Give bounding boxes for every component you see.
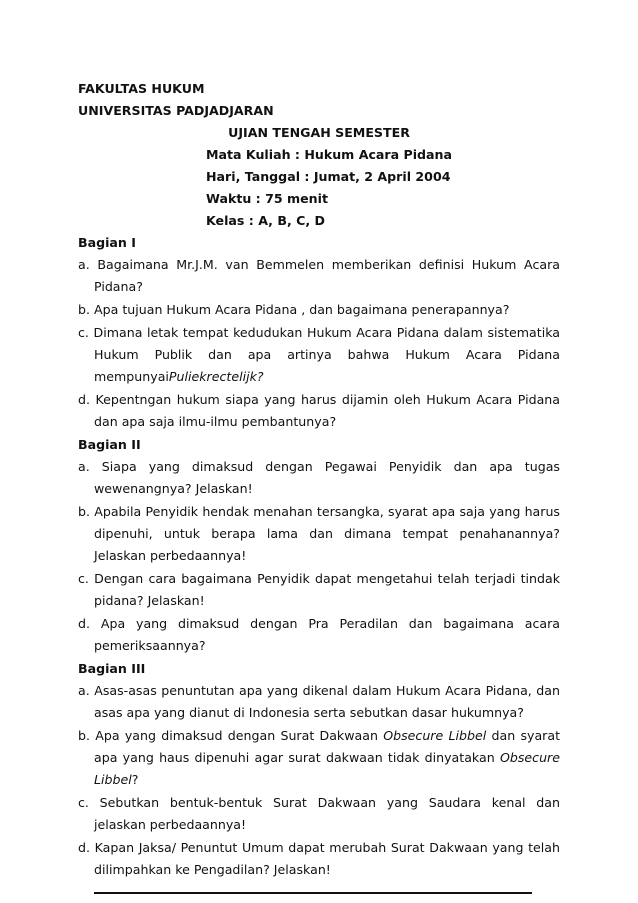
question-1d: d. Kepentngan hukum siapa yang harus dijamin oleh Hukum Acara Pidana dan apa saja ilmu-ilmu pembantunya? <box>78 392 560 429</box>
question-2a: a. Siapa yang dimaksud dengan Pegawai Penyidik dan apa tugas wewenangnya? Jelaskan! <box>78 459 560 496</box>
section-title-1: Bagian I <box>78 235 136 250</box>
question-1c-term: Puliekrectelijk? <box>168 369 264 384</box>
question-3b-term1: Obsecure Libbel <box>383 728 487 743</box>
question-3d: d. Kapan Jaksa/ Penuntut Umum dapat merubah Surat Dakwaan yang telah dilimpahkan ke Pengadilan? Jelaskan! <box>78 840 560 877</box>
question-3b-part2: dan syarat apa yang haus dipenuhi agar surat dakwaan tidak dinyatakan <box>94 728 561 765</box>
section-title-3: Bagian III <box>78 661 146 676</box>
exam-date: Hari, Tanggal : Jumat, 2 April 2004 <box>206 169 451 184</box>
question-1b: b. Apa tujuan Hukum Acara Pidana , dan bagaimana penerapannya? <box>78 302 510 317</box>
question-1a: a. Bagaimana Mr.J.M. van Bemmelen memberikan definisi Hukum Acara Pidana? <box>78 257 560 294</box>
question-1c <box>78 322 560 388</box>
exam-duration: Waktu : 75 menit <box>206 191 328 206</box>
divider-line <box>94 892 532 894</box>
question-3b-part1: b. Apa yang dimaksud dengan Surat Dakwaan <box>78 728 384 743</box>
course-name: Mata Kuliah : Hukum Acara Pidana <box>206 147 453 162</box>
closing-rule <box>78 882 560 902</box>
faculty-name: FAKULTAS HUKUM <box>78 81 205 96</box>
exam-classes: Kelas : A, B, C, D <box>206 213 325 228</box>
question-2b: b. Apabila Penyidik hendak menahan tersangka, syarat apa saja yang harus dipenuhi, untuk berapa lama dan dimana tempat penahanannya? Jelaskan perbedaannya! <box>78 504 560 563</box>
exam-document <box>78 78 560 902</box>
question-3c: c. Sebutkan bentuk-bentuk Surat Dakwaan yang Saudara kenal dan jelaskan perbedaannya! <box>78 795 560 832</box>
question-3b <box>78 725 560 791</box>
section-title-2: Bagian II <box>78 437 141 452</box>
question-3b-end: ? <box>131 772 139 787</box>
exam-title: UJIAN TENGAH SEMESTER <box>228 125 410 140</box>
university-name: UNIVERSITAS PADJADJARAN <box>78 103 274 118</box>
question-3a: a. Asas-asas penuntutan apa yang dikenal dalam Hukum Acara Pidana, dan asas apa yang dianut di Indonesia serta sebutkan dasar hukumnya? <box>78 683 560 720</box>
question-2d: d. Apa yang dimaksud dengan Pra Peradilan dan bagaimana acara pemeriksaannya? <box>78 616 560 653</box>
question-2c: c. Dengan cara bagaimana Penyidik dapat mengetahui telah terjadi tindak pidana? Jelaskan! <box>78 571 560 608</box>
question-1c-text: c. Dimana letak tempat kedudukan Hukum Acara Pidana dalam sistematika Hukum Publik dan apa artinya bahwa Hukum Acara Pidana mempunyai <box>78 325 560 384</box>
question-3b-term2: Obsecure Libbel <box>94 750 560 787</box>
